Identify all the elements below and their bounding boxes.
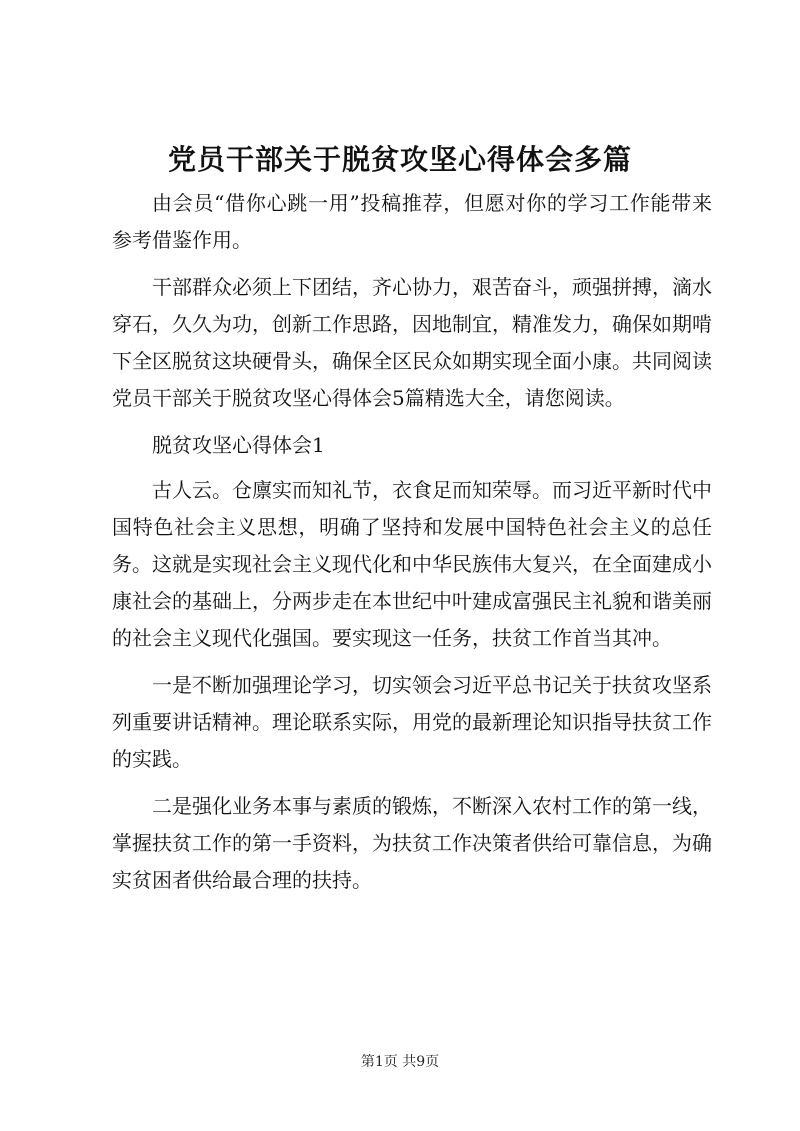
document-title: 党员干部关于脱贫攻坚心得体会多篇 <box>167 143 632 176</box>
intro-paragraph: 由会员“借你心跳一用”投稿推荐，但愿对你的学习工作能带来参考借鉴作用。 <box>112 191 712 252</box>
section-heading: 脱贫攻坚心得体会1 <box>152 433 325 457</box>
page-indicator: 第1页 共9页 <box>360 1054 440 1070</box>
page-footer <box>0 1052 800 1072</box>
body-paragraph: 一是不断加强理论学习，切实领会习近平总书记关于扶贫攻坚系列重要讲话精神。理论联系实际，用党的最新理论知识指导扶贫工作的实践。 <box>112 673 712 771</box>
document-body <box>112 185 712 909</box>
summary-paragraph: 干部群众必须上下团结，齐心协力，艰苦奋斗，顽强拼搏，滴水穿石，久久为功，创新工作思路，因地制宜，精准发力，确保如期啃下全区脱贫这块硬骨头，确保全区民众如期实现全面小康。共同阅读党员干部关于脱贫攻坚心得体会5篇精选大全，请您阅读。 <box>112 275 712 410</box>
body-paragraph: 二是强化业务本事与素质的锻炼，不断深入农村工作的第一线，掌握扶贫工作的第一手资料，为扶贫工作决策者供给可靠信息，为确实贫困者供给最合理的扶持。 <box>112 794 712 892</box>
body-paragraph: 古人云。仓廪实而知礼节，衣食足而知荣辱。而习近平新时代中国特色社会主义思想，明确了坚持和发展中国特色社会主义的总任务。这就是实现社会主义现代化和中华民族伟大复兴，在全面建成小康社会的基础上，分两步走在本世纪中叶建成富强民主礼貌和谐美丽的社会主义现代化强国。要实现这一任务，扶贫工作首当其冲。 <box>112 478 712 650</box>
